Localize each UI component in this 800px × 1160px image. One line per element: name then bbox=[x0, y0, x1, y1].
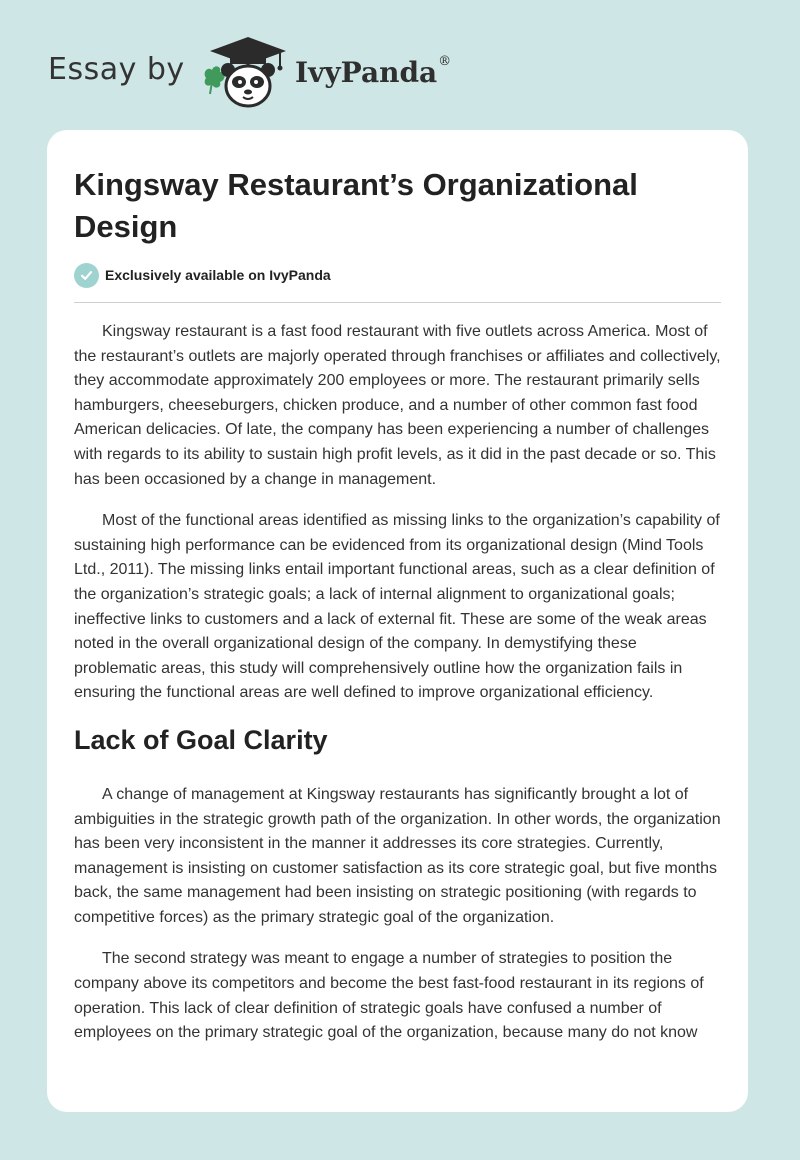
brand-logo-text[interactable] bbox=[295, 56, 451, 89]
essay-by-label: Essay by bbox=[48, 52, 185, 87]
brand-name: IvyPanda bbox=[295, 56, 438, 89]
exclusive-badge-label: Exclusively available on IvyPanda bbox=[105, 267, 331, 283]
divider bbox=[74, 302, 721, 303]
site-header bbox=[48, 34, 548, 114]
check-icon bbox=[74, 263, 99, 288]
exclusive-badge bbox=[74, 262, 331, 288]
section-heading: Lack of Goal Clarity bbox=[74, 724, 328, 755]
registered-mark: ® bbox=[438, 54, 452, 69]
paragraph: Most of the functional areas identified as missing links to the organization’s capability of sustaining high performance can be evidenced from its organizational design (Mind Tools Ltd., 2011). The missing links entail important functional areas, such as a clear definition of the organization’s strategic goals; a lack of internal alignment to organizational goals; ineffective links to customers and a lack of external fit. These are some of the weak areas noted in the overall organizational design of the company. In demystifying these problematic areas, this study will comprehensively outline how the organization fails in ensuring the functional areas are well defined to improve organizational efficiency. bbox=[74, 512, 720, 702]
paragraph: A change of management at Kingsway restaurants has significantly brought a lot of ambiguities in the strategic growth path of the organization. In other words, the organization has been very inconsistent in the manner it addresses its core strategies. Currently, management is insisting on customer satisfaction as its core strategic goal, but five months back, the same management had been insisting on strategic positioning (with regards to competitive forces) as the primary strategic goal of the organization. bbox=[74, 785, 721, 926]
article-body bbox=[74, 320, 721, 1063]
article-title: Kingsway Restaurant’s Organizational Design bbox=[74, 167, 638, 244]
paragraph: The second strategy was meant to engage a number of strategies to position the company above its competitors and become the best fast-food restaurant in its regions of operation. This lack of clear definition of strategic goals have confused a number of employees on the primary strategic goal of the organization, because many do not know bbox=[74, 950, 704, 1042]
panda-graduate-icon[interactable] bbox=[200, 34, 296, 110]
article-card bbox=[47, 130, 748, 1112]
paragraph: Kingsway restaurant is a fast food restaurant with five outlets across America. Most of the restaurant’s outlets are majorly operated through franchises or affiliates and collectively, they accommodate approximately 200 employees or more. The restaurant primarily sells hamburgers, cheeseburgers, chicken produce, and a number of other common fast food American delicacies. Of late, the company has been experiencing a number of challenges with regards to its ability to sustain high profit levels, as it did in the past decade or so. This has been occasioned by a change in management. bbox=[74, 323, 721, 488]
